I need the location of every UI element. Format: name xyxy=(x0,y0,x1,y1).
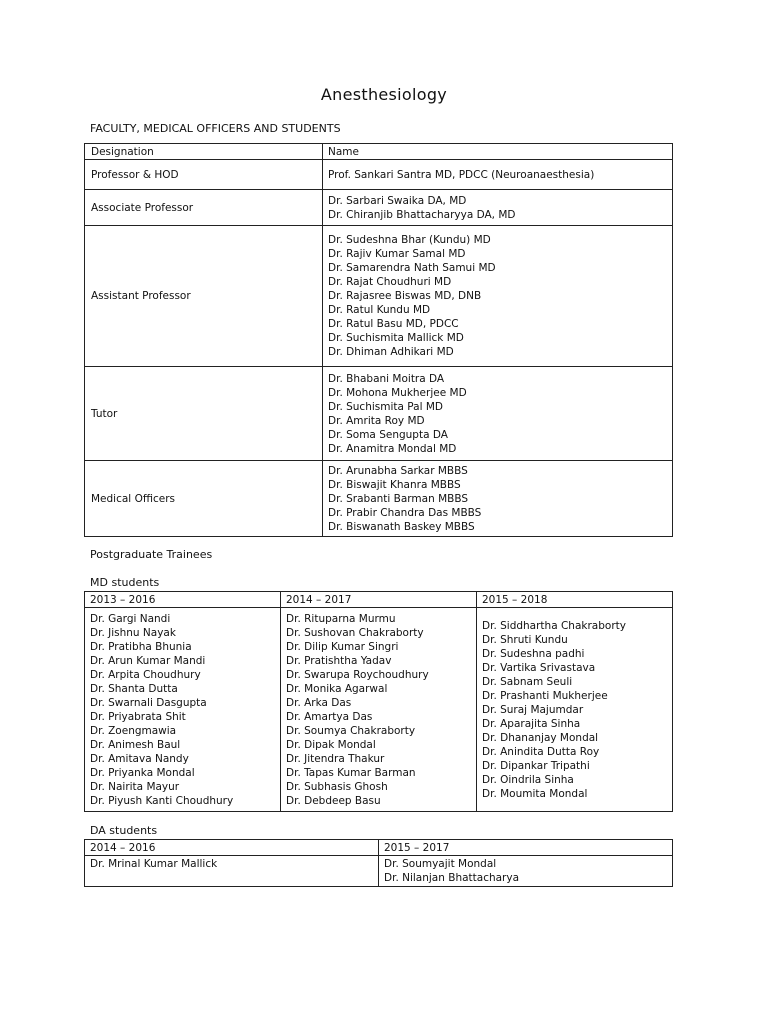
list-item: Dr. Mrinal Kumar Mallick xyxy=(90,858,218,870)
faculty-name: Dr. Biswajit Khanra MBBS xyxy=(328,478,461,491)
list-item: Dr. Dhananjay Mondal xyxy=(482,732,599,744)
list-item: Dr. Sushovan Chakraborty xyxy=(286,627,424,639)
faculty-name: Dr. Amrita Roy MD xyxy=(328,414,425,427)
table-header-row xyxy=(85,592,673,608)
list-item: Dr. Subhasis Ghosh xyxy=(286,781,388,793)
faculty-name: Dr. Ratul Kundu MD xyxy=(328,304,431,316)
md-column-2014-2017 xyxy=(281,608,477,812)
pg-heading: Postgraduate Trainees xyxy=(90,548,213,561)
list-item: Dr. Dipak Mondal xyxy=(286,739,376,751)
faculty-name: Dr. Rajasree Biswas MD, DNB xyxy=(328,290,482,302)
faculty-name: Dr. Chiranjib Bhattacharyya DA, MD xyxy=(328,208,516,221)
da-heading: DA students xyxy=(90,824,158,837)
list-item: Dr. Swarupa Roychoudhury xyxy=(286,669,429,681)
table-row xyxy=(85,608,673,812)
table-row xyxy=(85,160,673,190)
header-designation: Designation xyxy=(85,144,323,160)
faculty-name: Dr. Bhabani Moitra DA xyxy=(328,372,445,385)
names-cell xyxy=(323,461,673,537)
md-column-2013-2016 xyxy=(85,608,281,812)
header-2015-2017: 2015 – 2017 xyxy=(379,840,673,856)
faculty-name: Dr. Anamitra Mondal MD xyxy=(328,442,457,455)
list-item: Dr. Arun Kumar Mandi xyxy=(90,655,206,667)
list-item: Dr. Gargi Nandi xyxy=(90,613,171,625)
md-heading: MD students xyxy=(90,576,160,589)
faculty-name: Dr. Suchismita Mallick MD xyxy=(328,332,464,344)
list-item: Dr. Monika Agarwal xyxy=(286,683,388,695)
header-2014-2017: 2014 – 2017 xyxy=(281,592,477,608)
list-item: Dr. Vartika Srivastava xyxy=(482,662,596,674)
designation-cell: Associate Professor xyxy=(85,190,323,226)
da-column-2015-2017 xyxy=(379,856,673,887)
table-header-row xyxy=(85,840,673,856)
faculty-name: Dr. Prabir Chandra Das MBBS xyxy=(328,506,482,519)
md-students-table xyxy=(84,591,673,812)
designation-cell: Medical Officers xyxy=(85,461,323,537)
table-header-row xyxy=(85,144,673,160)
faculty-name: Dr. Suchismita Pal MD xyxy=(328,400,443,413)
list-item: Dr. Nairita Mayur xyxy=(90,781,180,793)
faculty-name: Dr. Arunabha Sarkar MBBS xyxy=(328,464,468,477)
da-column-2014-2016 xyxy=(85,856,379,887)
list-item: Dr. Oindrila Sinha xyxy=(482,774,574,786)
list-item: Dr. Siddhartha Chakraborty xyxy=(482,620,626,632)
list-item: Dr. Jishnu Nayak xyxy=(90,627,176,639)
list-item: Dr. Tapas Kumar Barman xyxy=(286,767,416,779)
table-row xyxy=(85,190,673,226)
faculty-name: Dr. Ratul Basu MD, PDCC xyxy=(328,318,459,330)
header-2014-2016: 2014 – 2016 xyxy=(85,840,379,856)
page-title: Anesthesiology xyxy=(320,85,448,104)
list-item: Dr. Moumita Mondal xyxy=(482,788,588,800)
names-cell xyxy=(323,160,673,190)
faculty-name: Prof. Sankari Santra MD, PDCC (Neuroanaesthesia) xyxy=(328,168,595,181)
list-item: Dr. Priyanka Mondal xyxy=(90,767,195,779)
list-item: Dr. Zoengmawia xyxy=(90,725,177,737)
faculty-name: Dr. Sudeshna Bhar (Kundu) MD xyxy=(328,234,491,246)
header-2015-2018: 2015 – 2018 xyxy=(477,592,673,608)
list-item: Dr. Shanta Dutta xyxy=(90,683,178,695)
list-item: Dr. Dilip Kumar Singri xyxy=(286,641,399,653)
list-item: Dr. Sabnam Seuli xyxy=(482,676,573,688)
list-item: Dr. Arka Das xyxy=(286,697,352,709)
list-item: Dr. Swarnali Dasgupta xyxy=(90,697,207,709)
faculty-name: Dr. Biswanath Baskey MBBS xyxy=(328,520,475,533)
designation-cell: Assistant Professor xyxy=(85,226,323,367)
header-name: Name xyxy=(323,144,673,160)
table-row xyxy=(85,856,673,887)
list-item: Dr. Anindita Dutta Roy xyxy=(482,746,600,758)
faculty-name: Dr. Mohona Mukherjee MD xyxy=(328,386,467,399)
list-item: Dr. Prashanti Mukherjee xyxy=(482,690,608,702)
table-row xyxy=(85,461,673,537)
header-2013-2016: 2013 – 2016 xyxy=(85,592,281,608)
faculty-heading: FACULTY, MEDICAL OFFICERS AND STUDENTS xyxy=(90,122,341,135)
faculty-name: Dr. Srabanti Barman MBBS xyxy=(328,492,469,505)
list-item: Dr. Animesh Baul xyxy=(90,739,181,751)
list-item: Dr. Pratibha Bhunia xyxy=(90,641,192,653)
designation-cell: Tutor xyxy=(85,367,323,461)
list-item: Dr. Rituparna Murmu xyxy=(286,613,396,625)
list-item: Dr. Soumya Chakraborty xyxy=(286,725,416,737)
faculty-name: Dr. Rajat Choudhuri MD xyxy=(328,276,452,288)
faculty-table xyxy=(84,143,673,537)
names-cell xyxy=(323,367,673,461)
names-cell xyxy=(323,226,673,367)
names-cell xyxy=(323,190,673,226)
list-item: Dr. Jitendra Thakur xyxy=(286,753,385,765)
list-item: Dr. Amartya Das xyxy=(286,711,373,723)
md-column-2015-2018 xyxy=(477,608,673,812)
list-item: Dr. Debdeep Basu xyxy=(286,795,381,807)
list-item: Dr. Arpita Choudhury xyxy=(90,669,201,681)
faculty-name: Dr. Dhiman Adhikari MD xyxy=(328,346,454,358)
list-item: Dr. Soumyajit Mondal xyxy=(384,858,497,870)
list-item: Dr. Suraj Majumdar xyxy=(482,704,584,716)
designation-cell: Professor & HOD xyxy=(85,160,323,190)
list-item: Dr. Pratishtha Yadav xyxy=(286,655,392,667)
faculty-name: Dr. Soma Sengupta DA xyxy=(328,428,448,441)
list-item: Dr. Nilanjan Bhattacharya xyxy=(384,872,520,884)
table-row xyxy=(85,226,673,367)
table-row xyxy=(85,367,673,461)
list-item: Dr. Dipankar Tripathi xyxy=(482,760,590,772)
faculty-name: Dr. Rajiv Kumar Samal MD xyxy=(328,248,466,260)
list-item: Dr. Sudeshna padhi xyxy=(482,648,585,660)
faculty-name: Dr. Samarendra Nath Samui MD xyxy=(328,262,496,274)
faculty-name: Dr. Sarbari Swaika DA, MD xyxy=(328,194,467,207)
list-item: Dr. Piyush Kanti Choudhury xyxy=(90,795,234,807)
list-item: Dr. Amitava Nandy xyxy=(90,753,189,765)
list-item: Dr. Aparajita Sinha xyxy=(482,718,581,730)
da-students-table xyxy=(84,839,673,887)
list-item: Dr. Shruti Kundu xyxy=(482,634,568,646)
list-item: Dr. Priyabrata Shit xyxy=(90,711,186,723)
